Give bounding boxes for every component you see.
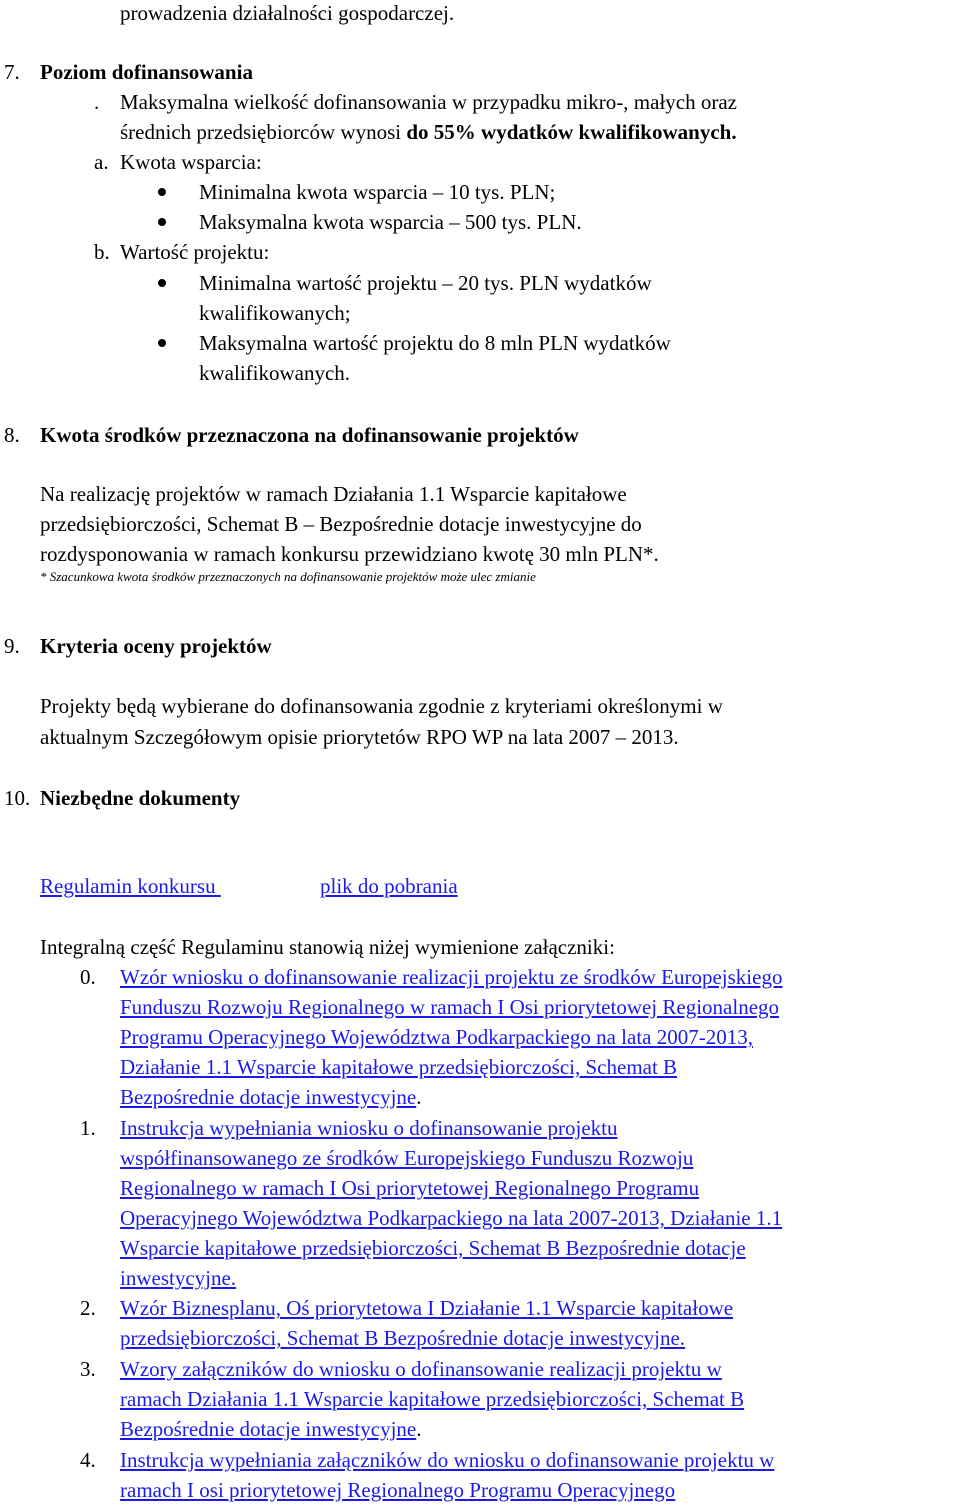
attachment-link-line[interactable]: Wsparcie kapitałowe przedsiębiorczości, Schemat B Bezpośrednie dotacje bbox=[120, 1236, 746, 1260]
bullet-icon bbox=[158, 218, 166, 226]
attachment-number: 2. bbox=[80, 1296, 96, 1320]
section10-title: Niezbędne dokumenty bbox=[40, 786, 241, 810]
attachment-link-line[interactable]: Działanie 1.1 Wsparcie kapitałowe przedsiębiorczości, Schemat B bbox=[120, 1055, 678, 1079]
attachment-link-line[interactable]: Instrukcja wypełniania wniosku o dofinansowanie projektu bbox=[120, 1116, 618, 1140]
attachment-link-line[interactable]: Programu Operacyjnego Województwa Podkarpackiego na lata 2007-2013, bbox=[120, 1025, 753, 1049]
section7-b-item1-line1: Minimalna wartość projektu – 20 tys. PLN wydatków bbox=[199, 271, 652, 295]
attachment-link-line[interactable]: Bezpośrednie dotacje inwestycyjne. bbox=[120, 1085, 422, 1109]
attachment-link-line[interactable]: Instrukcja wypełniania załączników do wniosku o dofinansowanie projektu w bbox=[120, 1448, 775, 1472]
section7-b-item1-line2: kwalifikowanych; bbox=[199, 301, 351, 325]
attachment-link-line[interactable]: Regionalnego w ramach I Osi priorytetowej Regionalnego Programu bbox=[120, 1176, 700, 1200]
attachment-number: 0. bbox=[80, 965, 96, 989]
regulamin-link[interactable]: Regulamin konkursu bbox=[40, 874, 221, 898]
attachment-link-line[interactable]: ramach Działania 1.1 Wsparcie kapitałowe przedsiębiorczości, Schemat B bbox=[120, 1387, 745, 1411]
bullet-icon bbox=[158, 188, 166, 196]
section7-b-marker: b. bbox=[94, 240, 110, 264]
bullet-icon bbox=[158, 279, 166, 287]
section8-line: przedsiębiorczości, Schemat B – Bezpośrednie dotacje inwestycyjne do bbox=[40, 512, 642, 536]
section7-dot-marker: . bbox=[94, 90, 100, 114]
attachment-link-line[interactable]: Funduszu Rozwoju Regionalnego w ramach I Osi priorytetowej Regionalnego bbox=[120, 995, 780, 1019]
bullet-icon bbox=[158, 339, 166, 347]
attachment-link-line[interactable]: współfinansowanego ze środków Europejskiego Funduszu Rozwoju bbox=[120, 1146, 694, 1170]
section10-number: 10. bbox=[4, 786, 31, 810]
attachment-trail: . bbox=[416, 1085, 422, 1109]
section7-number: 7. bbox=[4, 60, 20, 84]
attachment-link-line[interactable]: przedsiębiorczości, Schemat B Bezpośrednie dotacje inwestycyjne. bbox=[120, 1326, 686, 1350]
attachment-number: 1. bbox=[80, 1116, 96, 1140]
section7-b-item2-line1: Maksymalna wartość projektu do 8 mln PLN wydatków bbox=[199, 331, 671, 355]
section7-lead-line2 bbox=[120, 117, 737, 147]
section8-footnote: * Szacunkowa kwota środków przeznaczonych na dofinansowanie projektów może ulec zmianie bbox=[40, 569, 536, 584]
section8-number: 8. bbox=[4, 423, 20, 447]
attachment-link-line[interactable]: Wzór wniosku o dofinansowanie realizacji projektu ze środków Europejskiego bbox=[120, 965, 783, 989]
section7-lead-normal: średnich przedsiębiorców wynosi bbox=[120, 120, 407, 144]
section7-b-title: Wartość projektu: bbox=[120, 240, 270, 264]
section8-line: Na realizację projektów w ramach Działania 1.1 Wsparcie kapitałowe bbox=[40, 482, 627, 506]
intro-line: prowadzenia działalności gospodarczej. bbox=[120, 1, 455, 25]
section7-a-item: Minimalna kwota wsparcia – 10 tys. PLN; bbox=[199, 180, 556, 204]
attachment-link-line[interactable]: Bezpośrednie dotacje inwestycyjne. bbox=[120, 1417, 422, 1441]
section9-line: Projekty będą wybierane do dofinansowania zgodnie z kryteriami określonymi w bbox=[40, 694, 723, 718]
attachment-number: 4. bbox=[80, 1448, 96, 1472]
section7-lead-bold: do 55% wydatków kwalifikowanych. bbox=[406, 120, 737, 144]
section7-lead-line1: Maksymalna wielkość dofinansowania w przypadku mikro-, małych oraz bbox=[120, 90, 737, 114]
section7-a-title: Kwota wsparcia: bbox=[120, 150, 262, 174]
attachment-number: 3. bbox=[80, 1357, 96, 1381]
download-link[interactable]: plik do pobrania bbox=[320, 874, 458, 898]
section7-a-marker: a. bbox=[94, 150, 109, 174]
section8-line: rozdysponowania w ramach konkursu przewidziano kwotę 30 mln PLN*. bbox=[40, 542, 659, 566]
attachment-trail: . bbox=[416, 1417, 422, 1441]
attachment-link-line[interactable]: Wzory załączników do wniosku o dofinansowanie realizacji projektu w bbox=[120, 1357, 722, 1381]
attachment-link-line[interactable]: ramach I osi priorytetowej Regionalnego Programu Operacyjnego bbox=[120, 1478, 676, 1502]
attachment-link-line[interactable]: Wzór Biznesplanu, Oś priorytetowa I Działanie 1.1 Wsparcie kapitałowe bbox=[120, 1296, 734, 1320]
attachment-link-line[interactable]: inwestycyjne. bbox=[120, 1266, 237, 1290]
attachment-link-line[interactable]: Operacyjnego Województwa Podkarpackiego na lata 2007-2013, Działanie 1.1 bbox=[120, 1206, 783, 1230]
section7-title: Poziom dofinansowania bbox=[40, 60, 253, 84]
section8-title: Kwota środków przeznaczona na dofinansowanie projektów bbox=[40, 423, 579, 447]
section9-line: aktualnym Szczegółowym opisie priorytetów RPO WP na lata 2007 – 2013. bbox=[40, 725, 679, 749]
section9-title: Kryteria oceny projektów bbox=[40, 634, 272, 658]
attachments-intro: Integralną część Regulaminu stanowią niżej wymienione załączniki: bbox=[40, 935, 615, 959]
section7-a-item: Maksymalna kwota wsparcia – 500 tys. PLN. bbox=[199, 210, 582, 234]
section7-b-item2-line2: kwalifikowanych. bbox=[199, 361, 351, 385]
section9-number: 9. bbox=[4, 634, 20, 658]
